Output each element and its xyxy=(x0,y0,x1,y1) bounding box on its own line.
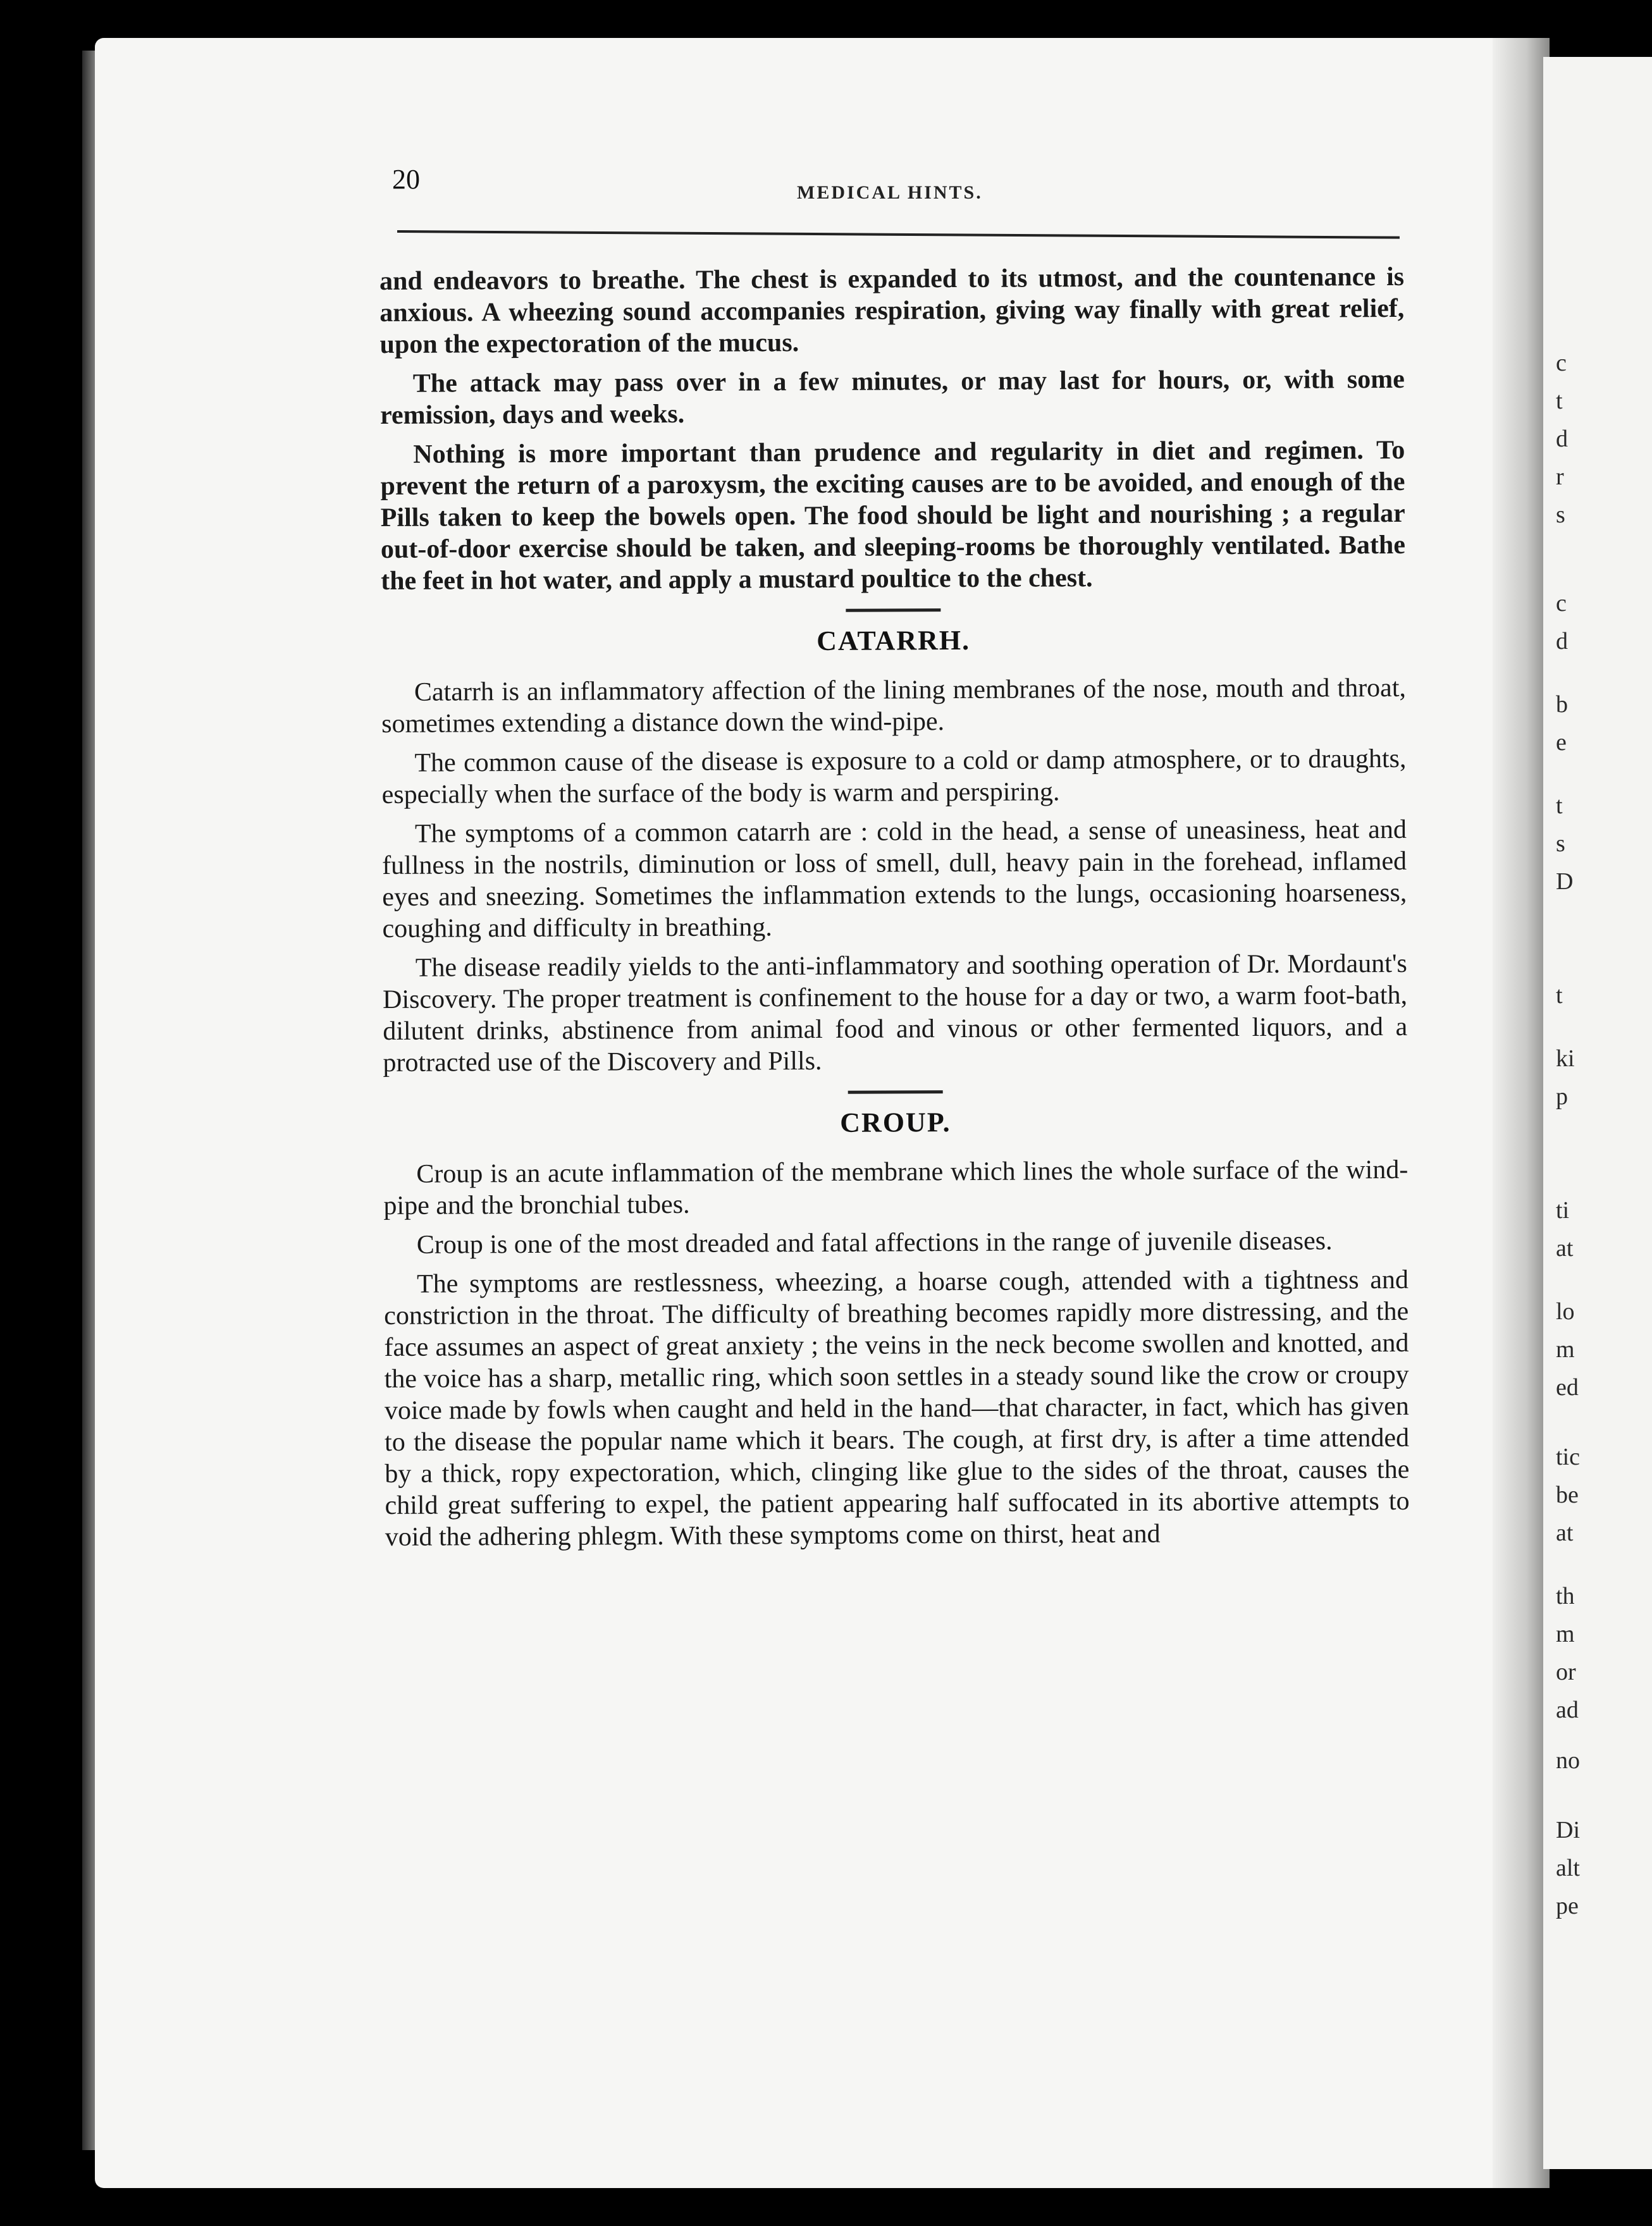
facing-text-fragment: s xyxy=(1556,830,1565,857)
running-title: MEDICAL HINTS. xyxy=(797,182,983,203)
facing-text-fragment: ed xyxy=(1556,1374,1579,1401)
facing-text-fragment: d xyxy=(1556,628,1568,655)
facing-text-fragment: b xyxy=(1556,691,1568,718)
paragraph: Croup is one of the most dreaded and fatal affections in the range of juvenile diseases. xyxy=(416,1226,1333,1260)
facing-text-fragment: t xyxy=(1556,982,1563,1009)
facing-text-fragment: r xyxy=(1556,464,1564,490)
gutter-shadow xyxy=(1493,38,1550,2188)
facing-text-fragment: lo xyxy=(1556,1298,1575,1325)
facing-text-fragment: d xyxy=(1556,426,1568,452)
facing-text-fragment: D xyxy=(1556,868,1574,895)
facing-text-fragment: t xyxy=(1556,388,1563,414)
facing-page-edge xyxy=(1543,57,1652,2169)
facing-text-fragment: c xyxy=(1556,590,1567,617)
facing-text-fragment: no xyxy=(1556,1747,1580,1774)
facing-text-fragment: m xyxy=(1556,1621,1575,1647)
facing-text-fragment: at xyxy=(1556,1235,1574,1262)
facing-text-fragment: Di xyxy=(1556,1817,1580,1843)
page-header xyxy=(392,163,1404,214)
facing-text-fragment: e xyxy=(1556,729,1567,756)
paragraph: and endeavors to breathe. The chest is expanded to its utmost, and the countenance is anxious. A wheezing sound accompanies respiration, giving way finally with great relief, upon the expectoration of the mucus. xyxy=(379,262,1405,359)
facing-text-fragment: s xyxy=(1556,501,1565,528)
facing-text-fragment: pe xyxy=(1556,1893,1579,1919)
section-divider xyxy=(846,608,940,612)
facing-text-fragment: at xyxy=(1556,1520,1574,1546)
paragraph: Catarrh is an inflammatory affection of the lining membranes of the nose, mouth and throat, sometimes extending a distance down the wind-pipe. xyxy=(381,673,1407,739)
paragraph: Nothing is more important than prudence and regularity in diet and regimen. To prevent the return of a paroxysm, the exciting causes are to be avoided, and enough of the Pills taken to keep the bowels open. The food should be light and nourishing ; a regular out-of-door exercise should be taken, and sleeping-rooms be thoroughly ventilated. Bathe the feet in hot water, and apply a mustard poultice to the chest. xyxy=(380,435,1406,596)
facing-text-fragment: ki xyxy=(1556,1045,1575,1072)
paragraph: The attack may pass over in a few minutes, or may last for hours, or, with some remission, days and weeks. xyxy=(379,364,1405,430)
section-divider xyxy=(848,1090,943,1094)
facing-text-fragment: m xyxy=(1556,1336,1575,1363)
paragraph: The symptoms of a common catarrh are : cold in the head, a sense of uneasiness, heat and fullness in the nostrils, diminution or loss of smell, dull, heavy pain in the forehead, inflamed eyes and sneezing. Sometimes the inflammation extends to the lungs, occasioning hoarseness, coughing and difficulty in breathing. xyxy=(382,815,1407,944)
paragraph: The symptoms are restlessness, wheezing, a hoarse cough, attended with a tightness and constriction in the throat. The difficulty of breathing becomes rapidly more distressing, and the face assumes an aspect of great anxiety ; the veins in the neck become swollen and knotted, and the voice has a sharp, metallic ring, which soon settles in a steady sound like the crow or croupy voice made by fowls when caught and held in the hand—that character, in fact, which has given to the disease the popular name which it bears. The cough, at first dry, is after a time attended by a thick, ropy expectoration, which, clinging like glue to the sides of the throat, causes the child great suffering to expel, the patient appearing half suffocated in its abortive attempts to void the adhering phlegm. With these symptoms come on thirst, heat and xyxy=(384,1265,1410,1552)
facing-text-fragment: or xyxy=(1556,1659,1576,1685)
facing-text-fragment: ti xyxy=(1556,1197,1570,1224)
facing-text-fragment: th xyxy=(1556,1583,1575,1609)
facing-text-fragment: p xyxy=(1556,1083,1568,1110)
paragraph: The common cause of the disease is exposure to a cold or damp atmosphere, or to draughts, especially when the surface of the body is warm and perspiring. xyxy=(381,744,1407,809)
facing-text-fragment: c xyxy=(1556,350,1567,376)
facing-text-fragment: ad xyxy=(1556,1697,1579,1723)
facing-text-fragment: t xyxy=(1556,792,1563,819)
paragraph: The disease readily yields to the anti-inflammatory and soothing operation of Dr. Mordaunt's Discovery. The proper treatment is confinement to the house for a day or two, a warm foot-bath, dilutent drinks, abstinence from animal food and vinous or other fermented liquors, and a protracted use of the Discovery and Pills. xyxy=(382,949,1408,1078)
facing-text-fragment: be xyxy=(1556,1482,1579,1508)
page-number: 20 xyxy=(392,164,420,195)
section-heading-croup: CROUP. xyxy=(840,1107,951,1138)
body-text xyxy=(379,261,1410,1561)
paragraph: Croup is an acute inflammation of the membrane which lines the whole surface of the wind-pipe and the bronchial tubes. xyxy=(383,1155,1409,1221)
section-heading-catarrh: CATARRH. xyxy=(817,624,971,656)
facing-text-fragment: alt xyxy=(1556,1855,1580,1881)
facing-text-fragment: tic xyxy=(1556,1444,1580,1470)
